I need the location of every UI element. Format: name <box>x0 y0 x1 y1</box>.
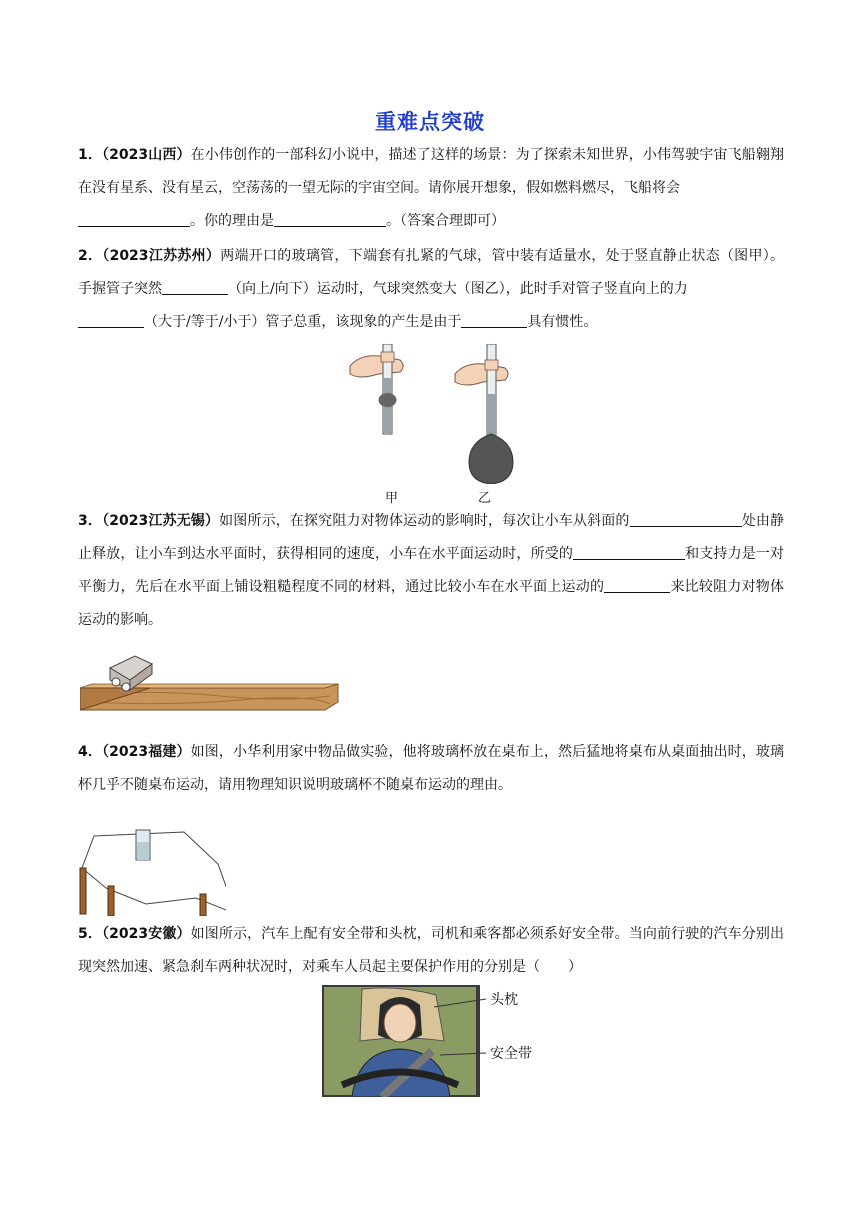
question-text: 如图所示，汽车上配有安全带和头枕，司机和乘客都必须系好安全带。当向前行驶的汽车分别出现突然加速、紧急刹车两种状况时，对乘车人员起主要保护作用的分别是（ ） <box>78 926 785 975</box>
question-3 <box>78 505 784 637</box>
figure-caption: 甲 <box>385 491 399 506</box>
answer-blank[interactable] <box>461 309 527 328</box>
ramp-board-figure <box>80 650 342 714</box>
page-title: 重难点突破 <box>375 110 485 134</box>
question-text: 具有惯性。 <box>527 314 598 330</box>
answer-blank[interactable] <box>573 541 685 560</box>
answer-blank[interactable] <box>162 276 228 295</box>
figure-caption: 乙 <box>478 491 492 506</box>
answer-blank[interactable] <box>630 508 742 527</box>
question-text: 如图所示，在探究阻力对物体运动的影响时，每次让小车从斜面的 <box>219 513 630 529</box>
tube-balloon-figure <box>345 344 525 484</box>
answer-blank[interactable] <box>78 208 190 227</box>
question-number: 5． <box>78 926 103 942</box>
balloon-large <box>469 434 513 484</box>
table-leg <box>80 868 86 914</box>
question-5 <box>78 918 784 984</box>
question-text: 如图，小华利用家中物品做实验，他将玻璃杯放在桌布上，然后猛地将桌布从桌面抽出时，玻璃杯几乎不随桌布运动，请用物理知识说明玻璃杯不随桌布运动的理由。 <box>78 744 785 793</box>
question-source: （2023江苏无锡） <box>102 513 220 529</box>
question-source: （2023山西） <box>102 147 191 163</box>
question-source: （2023安徽） <box>102 926 191 942</box>
question-text: 。你的理由是 <box>190 213 274 229</box>
table-cloth-figure <box>76 828 226 916</box>
answer-blank[interactable] <box>604 574 670 593</box>
driver-seatbelt-figure <box>322 985 542 1097</box>
question-2 <box>78 240 784 339</box>
answer-blank[interactable] <box>78 309 144 328</box>
question-source: （2023福建） <box>102 744 191 760</box>
question-1 <box>78 139 784 238</box>
label-headrest: 头枕 <box>490 992 518 1008</box>
question-text: 处由静止释放，让小车到达水平面时，获得相同的速度，小车在水平面运动时，所受的 <box>78 513 785 562</box>
balloon-small <box>379 393 397 407</box>
question-4 <box>78 736 784 802</box>
question-source: （2023江苏苏州） <box>102 248 221 264</box>
question-number: 1． <box>78 147 103 163</box>
hand-icon <box>455 364 508 385</box>
answer-blank[interactable] <box>274 208 386 227</box>
question-text: 。（答案合理即可） <box>386 213 505 229</box>
question-text: 和支持力是一对平衡力，先后在水平面上铺设粗糙程度不同的材料，通过比较小车在水平面上运动的 <box>78 546 784 595</box>
hand-icon <box>350 356 403 377</box>
label-seatbelt: 安全带 <box>490 1046 532 1062</box>
question-text: 在小伟创作的一部科幻小说中，描述了这样的场景：为了探索未知世界，小伟驾驶宇宙飞船翱翔在没有星系、没有星云，空荡荡的一望无际的宇宙空间。请你展开想象，假如燃料燃尽，飞船将会 <box>78 147 785 196</box>
question-text: 两端开口的玻璃管，下端套有扎紧的气球，管中装有适量水，处于竖直静止状态（图甲）。手握管子突然 <box>78 248 784 297</box>
question-text: （大于/等于/小于）管子总重，该现象的产生是由于 <box>144 314 462 330</box>
question-text: （向上/向下）运动时，气球突然变大（图乙），此时手对管子竖直向上的力 <box>228 281 688 297</box>
question-number: 4． <box>78 744 103 760</box>
question-text: 来比较阻力对物体运动的影响。 <box>78 579 785 628</box>
question-number: 3． <box>78 513 103 529</box>
question-number: 2． <box>78 248 103 264</box>
